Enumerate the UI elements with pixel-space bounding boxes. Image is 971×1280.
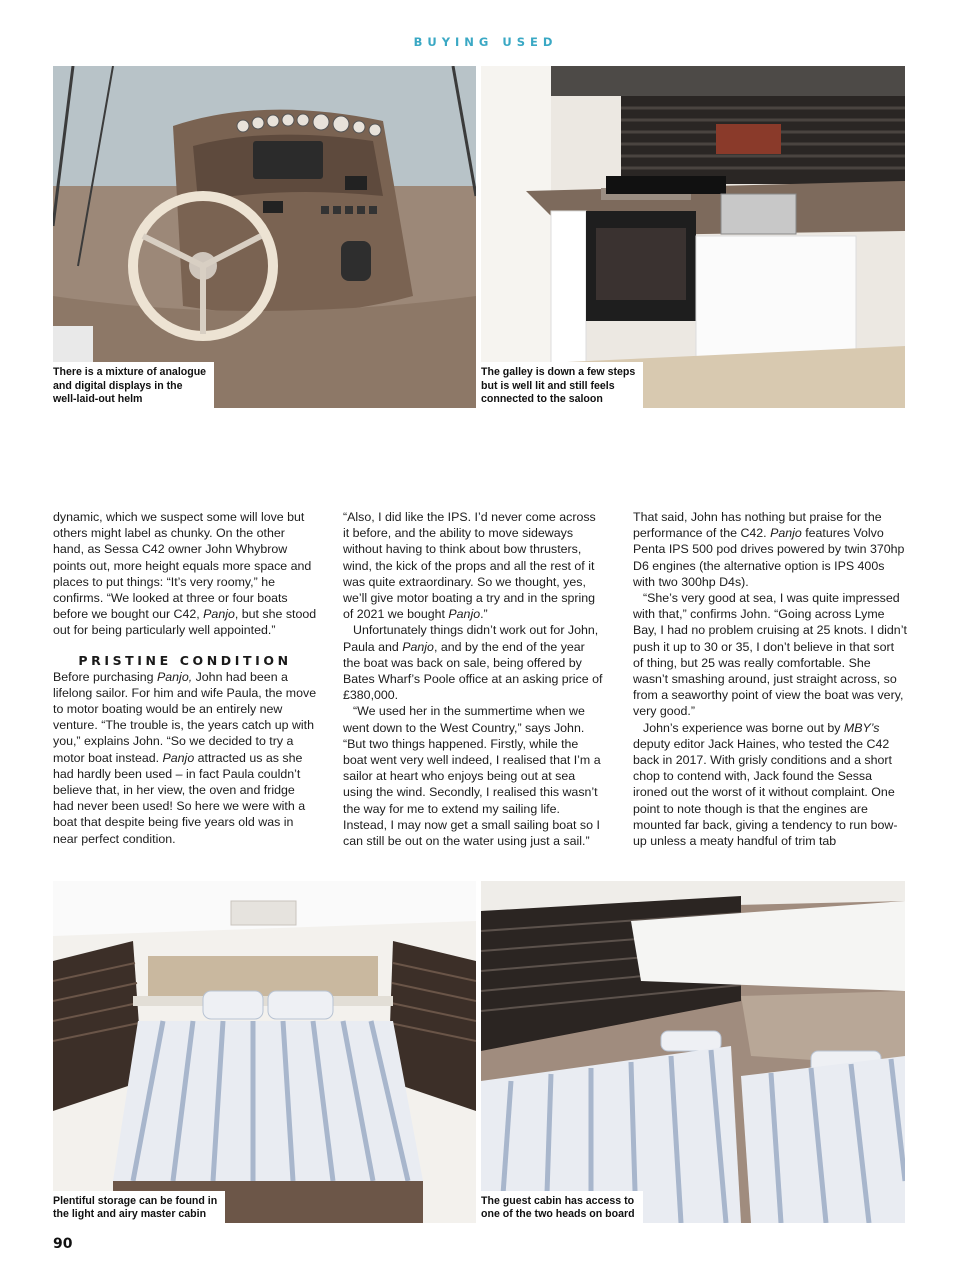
col2-paragraph-3: “We used her in the summertime when we went down to the West Country,” says John. “But two things happened. Firstly, while the boat went very well indeed, I realised that I’m a sailor at heart who enjoys being out at sea using the wind. Secondly, I realised this wasn’t the way for me to extend my sailing life. Instead, I may now get a small sailing boat so I can still be out on the water using just a sail.” xyxy=(343,704,601,849)
section-tag: BUYING USED xyxy=(413,35,558,49)
guest-cabin-caption: The guest cabin has access to one of the two heads on board xyxy=(481,1191,643,1223)
col2-paragraph-1: “Also, I did like the IPS. I’d never come across it before, and the ability to move sideways without having to think about bow thrusters, wind, the kick of the props and all the rest of it was quite extraordinary. So we thought, yes, we’ll give motor boating a try and in the spring of 2021 we bought Panjo.” xyxy=(343,510,596,622)
master-cabin-illustration xyxy=(53,881,476,1223)
col1-paragraph-1: dynamic, which we suspect some will love but others might label as chunky. On the other hand, as Sessa C42 owner John Whybrow points out, more height equals more space and places to put things: “It’s very roomy,” he confirms. “We looked at three or four boats before we bought our C42, Panjo, but she stood out for being particularly well appointed.” xyxy=(53,510,317,638)
guest-cabin-illustration xyxy=(481,881,905,1223)
article-column-2 xyxy=(343,509,605,849)
subheading-pristine-condition: PRISTINE CONDITION xyxy=(78,652,292,668)
col3-paragraph-3: John’s experience was borne out by MBY’s deputy editor Jack Haines, who tested the C42 back in 2017. With grisly conditions and a short chop to contend with, Jack found the Sessa ironed out the worst of it without complaint. One point to note though is that the engines are mounted far back, giving a tendency to run bow-up unless a meaty handful of trim tab xyxy=(633,720,898,849)
master-cabin-photo xyxy=(53,881,476,1223)
article-column-3 xyxy=(633,509,907,849)
galley-photo xyxy=(481,66,905,408)
col1-paragraph-2: Before purchasing Panjo, John had been a lifelong sailor. For him and wife Paula, the move to motor boating would be an entirely new venture. “The trouble is, the years catch up with you,” explains John. “So we decided to try a motor boat instead. Panjo attracted us as she had hardly been used – in fact Paula couldn’t believe that, in her view, the oven and fridge had never been used! So here we were with a boat that despite being five years old was in near perfect condition. xyxy=(53,669,317,846)
master-cabin-caption: Plentiful storage can be found in the light and airy master cabin xyxy=(53,1191,225,1223)
helm-caption: There is a mixture of analogue and digital displays in the well-laid-out helm xyxy=(53,362,214,408)
col2-paragraph-2: Unfortunately things didn’t work out for John, Paula and Panjo, and by the end of the year the boat was back on sale, being offered by Bates Wharf’s Poole office at an asking price of £380,000. xyxy=(343,623,603,703)
galley-illustration xyxy=(481,66,905,408)
page-number: 90 xyxy=(53,1236,73,1252)
helm-photo xyxy=(53,66,476,408)
col3-paragraph-2: “She’s very good at sea, I was quite impressed with that,” confirms John. “Going across Lyme Bay, I had no problem cruising at 25 knots. I didn’t push it up to 30 or 35, I don’t believe in that sort of thing, but 25 was really comfortable. She wasn’t smashing around, just straight across, so from a seaworthy point of view the boat was very, very good.” xyxy=(633,591,907,719)
galley-caption: The galley is down a few steps but is well lit and still feels connected to the saloon xyxy=(481,362,643,408)
helm-illustration xyxy=(53,66,476,408)
guest-cabin-photo xyxy=(481,881,905,1223)
col3-paragraph-1: That said, John has nothing but praise for the performance of the C42. Panjo features Volvo Penta IPS 500 pod drives powered by twin 370hp D6 engines (the alternative option is IPS 400s with two 300hp D4s). xyxy=(633,510,905,589)
article-column-1 xyxy=(53,509,317,847)
